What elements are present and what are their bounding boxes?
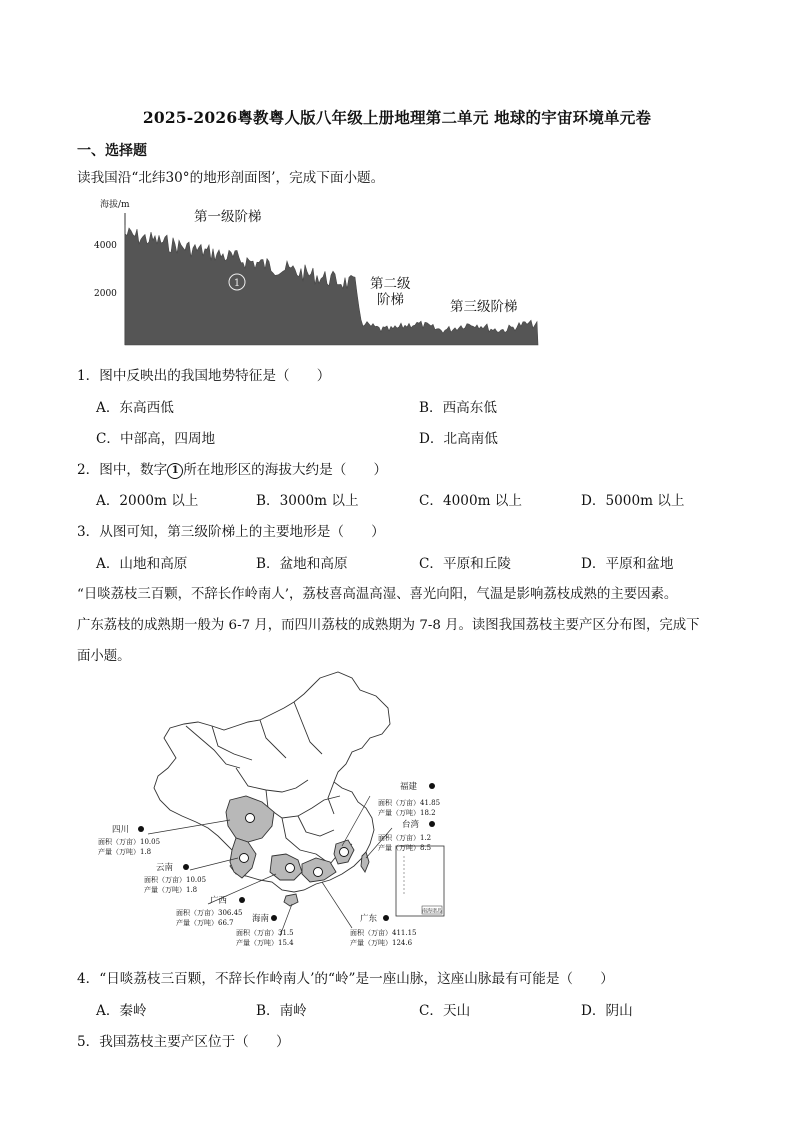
- pin-icon-guangdong: [383, 915, 389, 921]
- label-fujian-area: 面积（万亩）41.85: [378, 799, 441, 807]
- profile-tick-2000: 2000: [94, 289, 117, 299]
- lychee-icon-sichuan: [246, 814, 255, 823]
- q2-stem-post: 所在地形区的海拔大约是（ ）: [183, 462, 388, 478]
- label-guangxi-output: 产量（万吨）66.7: [176, 919, 234, 927]
- q3-stem: 3．从图可知，第三级阶梯上的主要地形是（ ）: [77, 524, 385, 540]
- page-title: 2025-2026粤教粤人版八年级上册地理第二单元 地球的宇宙环境单元卷: [142, 108, 652, 127]
- label-guangdong-area: 面积（万亩）411.15: [350, 929, 417, 937]
- lychee-icon-guangxi: [286, 864, 295, 873]
- q2-option-b[interactable]: B．3000m 以上: [256, 493, 359, 509]
- q3-option-d[interactable]: D．平原和盆地: [581, 556, 674, 572]
- q1-option-b[interactable]: B．西高东低: [419, 400, 497, 416]
- pin-icon-guangxi: [239, 897, 245, 903]
- pin-icon-sichuan: [138, 826, 144, 832]
- label-hainan-area: 面积（万亩）31.5: [236, 929, 294, 937]
- q2-option-c[interactable]: C．4000m 以上: [419, 493, 522, 509]
- q2-circled-number: 1: [167, 463, 183, 479]
- label-hainan-output: 产量（万吨）15.4: [236, 939, 294, 947]
- label-yunnan-area: 面积（万亩）10.05: [144, 876, 207, 884]
- terrain-silhouette: [125, 225, 538, 345]
- q3-option-c[interactable]: C．平原和丘陵: [419, 556, 511, 572]
- label-taiwan-output: 产量（万吨）8.5: [378, 844, 432, 852]
- intro-lychee-line3: 面小题。: [77, 649, 131, 664]
- south-sea-inset: [396, 846, 444, 916]
- step2-label-line2: 阶梯: [377, 292, 404, 308]
- label-fujian-output: 产量（万吨）18.2: [378, 809, 436, 817]
- q1-option-c[interactable]: C．中部高，四周地: [96, 431, 216, 447]
- pin-icon-hainan: [271, 915, 277, 921]
- label-yunnan-name: 云南: [156, 863, 174, 873]
- label-guangxi-name: 广西: [210, 896, 228, 906]
- label-taiwan-area: 面积（万亩）1.2: [378, 834, 432, 842]
- step1-label: 第一级阶梯: [194, 209, 262, 225]
- step3-label: 第三级阶梯: [450, 299, 518, 315]
- label-yunnan-output: 产量（万吨）1.8: [144, 886, 198, 894]
- terrain-profile-figure: [90, 195, 545, 350]
- intro-lychee-line1: “日啖荔枝三百颗，不辞长作岭南人’，荔枝喜高温高湿、喜光向阳，气温是影响荔枝成熟的主要因素。: [77, 587, 678, 602]
- profile-ylabel: 海拔/m: [100, 200, 130, 210]
- q4-option-d[interactable]: D．阴山: [581, 1003, 633, 1019]
- step2-label-line1: 第二级: [370, 276, 411, 292]
- pin-icon-yunnan: [183, 864, 189, 870]
- q4-stem: 4．“日啖荔枝三百颗，不辞长作岭南人’的“岭”是一座山脉，这座山脉最有可能是（ ）: [77, 971, 614, 987]
- q4-option-c[interactable]: C．天山: [419, 1003, 471, 1019]
- q2-stem: [77, 458, 387, 479]
- q3-option-a[interactable]: A．山地和高原: [96, 556, 188, 572]
- q4-option-a[interactable]: A．秦岭: [96, 1003, 147, 1019]
- label-hainan-name: 海南: [252, 914, 270, 924]
- q1-option-a[interactable]: A．东高西低: [96, 400, 174, 416]
- label-sichuan-area: 面积（万亩）10.05: [98, 838, 161, 846]
- lychee-icon-yunnan: [240, 854, 249, 863]
- label-sichuan-name: 四川: [112, 825, 130, 835]
- q2-option-a[interactable]: A．2000m 以上: [96, 493, 199, 509]
- q1-stem: 1．图中反映出的我国地势特征是（ ）: [77, 368, 331, 384]
- pin-icon-fujian: [429, 783, 435, 789]
- label-guangxi-area: 面积（万亩）306.45: [176, 909, 243, 917]
- marker-one: 1: [233, 278, 241, 289]
- inset-caption: 南海诸岛: [421, 908, 443, 915]
- label-guangdong-output: 产量（万吨）124.6: [350, 939, 413, 947]
- intro-lychee-line2: 广东荔枝的成熟期一般为 6-7 月，而四川荔枝的成熟期为 7-8 月。读图我国荔枝主要产区分布图，完成下: [77, 618, 700, 633]
- q5-stem: 5．我国荔枝主要产区位于（ ）: [77, 1034, 290, 1050]
- label-taiwan-name: 台湾: [402, 820, 420, 830]
- pin-icon-taiwan: [429, 821, 435, 827]
- lychee-distribution-map: [90, 668, 450, 958]
- lychee-icon-fujian: [340, 848, 349, 857]
- q1-option-d[interactable]: D．北高南低: [419, 431, 498, 447]
- q2-stem-pre: 2．图中，数字: [77, 462, 168, 478]
- label-guangdong-name: 广东: [360, 914, 378, 924]
- q3-option-b[interactable]: B．盆地和高原: [256, 556, 348, 572]
- q4-option-b[interactable]: B．南岭: [256, 1003, 307, 1019]
- q2-option-d[interactable]: D．5000m 以上: [581, 493, 685, 509]
- lychee-icon-guangdong: [314, 868, 323, 877]
- profile-tick-4000: 4000: [94, 241, 117, 251]
- section-heading: 一、选择题: [77, 143, 147, 159]
- intro-profile: 读我国沿“北纬30°的地形剖面图’，完成下面小题。: [77, 170, 385, 186]
- hainan-region: [284, 894, 298, 906]
- label-sichuan-output: 产量（万吨）1.8: [98, 848, 152, 856]
- label-fujian-name: 福建: [400, 782, 418, 792]
